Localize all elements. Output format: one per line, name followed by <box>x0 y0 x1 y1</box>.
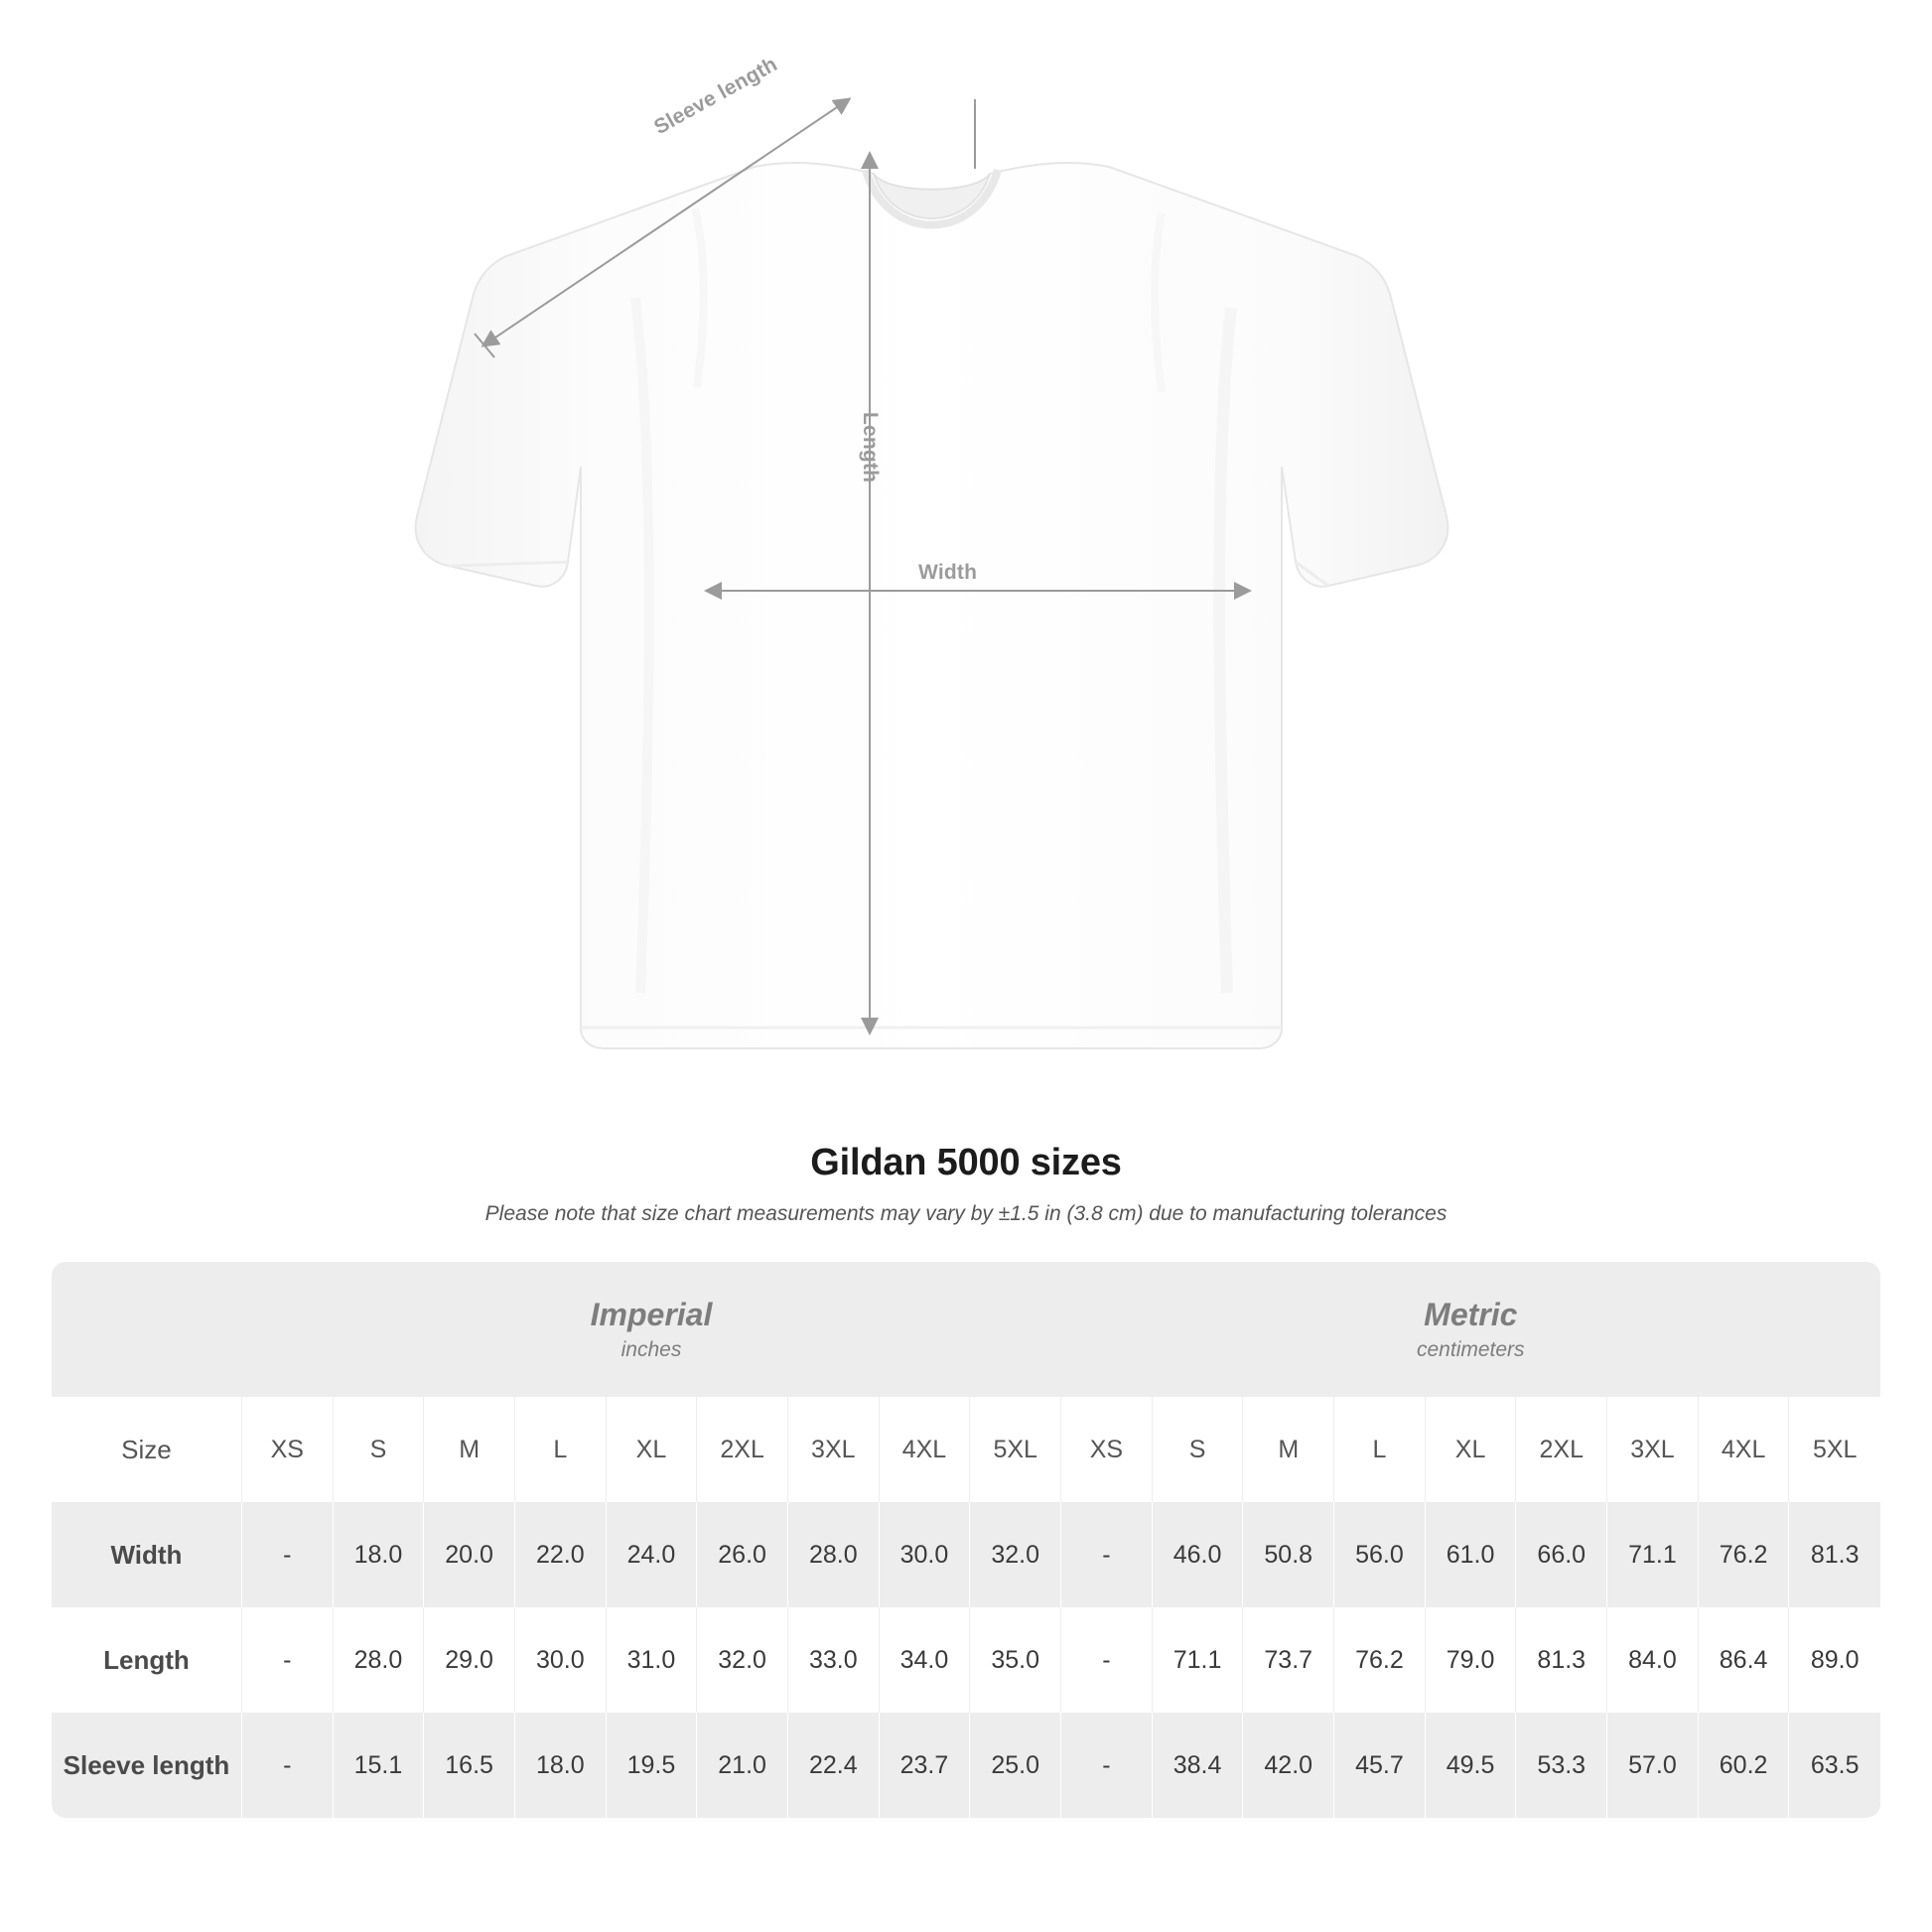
cell-length-imperial-s: 28.0 <box>333 1607 424 1713</box>
cell-width-imperial-3xl: 28.0 <box>787 1502 879 1607</box>
cell-length-metric-m: 73.7 <box>1243 1607 1334 1713</box>
table-row <box>52 1713 1880 1818</box>
cell-length-metric-xs: - <box>1061 1607 1153 1713</box>
cell-sleeve-metric-xl: 49.5 <box>1425 1713 1516 1818</box>
size-chart-table-wrapper <box>52 1262 1880 1818</box>
cell-length-imperial-xl: 31.0 <box>606 1607 697 1713</box>
cell-sleeve-imperial-xl: 19.5 <box>606 1713 697 1818</box>
cell-length-imperial-3xl: 33.0 <box>787 1607 879 1713</box>
cell-sleeve-imperial-4xl: 23.7 <box>879 1713 970 1818</box>
cell-length-imperial-5xl: 35.0 <box>970 1607 1061 1713</box>
cell-width-metric-l: 56.0 <box>1334 1502 1426 1607</box>
cell-sleeve-metric-l: 45.7 <box>1334 1713 1426 1818</box>
cell-width-metric-m: 50.8 <box>1243 1502 1334 1607</box>
size-header-imperial-2xl: 2XL <box>697 1397 788 1502</box>
unit-header-imperial <box>241 1262 1060 1397</box>
row-label-sleeve-length: Sleeve length <box>52 1713 241 1818</box>
cell-length-metric-2xl: 81.3 <box>1516 1607 1607 1713</box>
table-row <box>52 1502 1880 1607</box>
cell-length-metric-s: 71.1 <box>1152 1607 1243 1713</box>
size-header-imperial-l: L <box>514 1397 606 1502</box>
unit-header-row <box>52 1262 1880 1397</box>
size-header-imperial-5xl: 5XL <box>970 1397 1061 1502</box>
size-header-metric-3xl: 3XL <box>1607 1397 1699 1502</box>
cell-width-metric-4xl: 76.2 <box>1698 1502 1789 1607</box>
tolerance-note: Please note that size chart measurements may vary by ±1.5 in (3.8 cm) due to manufacturing tolerances <box>484 1202 1448 1225</box>
cell-length-metric-xl: 79.0 <box>1425 1607 1516 1713</box>
cell-width-imperial-5xl: 32.0 <box>970 1502 1061 1607</box>
size-chart-table <box>52 1262 1880 1818</box>
cell-width-metric-xs: - <box>1061 1502 1153 1607</box>
cell-sleeve-imperial-l: 18.0 <box>514 1713 606 1818</box>
size-header-metric-4xl: 4XL <box>1698 1397 1789 1502</box>
size-header-label: Size <box>52 1397 241 1502</box>
cell-width-imperial-xl: 24.0 <box>606 1502 697 1607</box>
cell-sleeve-metric-m: 42.0 <box>1243 1713 1334 1818</box>
cell-sleeve-imperial-5xl: 25.0 <box>970 1713 1061 1818</box>
cell-length-imperial-2xl: 32.0 <box>697 1607 788 1713</box>
cell-length-metric-4xl: 86.4 <box>1698 1607 1789 1713</box>
cell-sleeve-metric-3xl: 57.0 <box>1607 1713 1699 1818</box>
size-header-imperial-m: M <box>424 1397 515 1502</box>
cell-width-imperial-s: 18.0 <box>333 1502 424 1607</box>
row-label-width: Width <box>52 1502 241 1607</box>
size-header-imperial-xs: XS <box>241 1397 333 1502</box>
size-header-metric-l: L <box>1334 1397 1426 1502</box>
row-label-length: Length <box>52 1607 241 1713</box>
unit-name-metric: Metric <box>1424 1296 1518 1332</box>
cell-width-imperial-xs: - <box>241 1502 333 1607</box>
cell-sleeve-metric-xs: - <box>1061 1713 1153 1818</box>
size-header-metric-m: M <box>1243 1397 1334 1502</box>
cell-width-imperial-l: 22.0 <box>514 1502 606 1607</box>
cell-sleeve-imperial-s: 15.1 <box>333 1713 424 1818</box>
cell-sleeve-imperial-2xl: 21.0 <box>697 1713 788 1818</box>
cell-width-imperial-2xl: 26.0 <box>697 1502 788 1607</box>
cell-sleeve-metric-5xl: 63.5 <box>1789 1713 1880 1818</box>
tshirt-shape <box>416 163 1449 1048</box>
cell-sleeve-metric-2xl: 53.3 <box>1516 1713 1607 1818</box>
cell-sleeve-imperial-xs: - <box>241 1713 333 1818</box>
cell-sleeve-metric-4xl: 60.2 <box>1698 1713 1789 1818</box>
size-header-imperial-s: S <box>333 1397 424 1502</box>
cell-width-imperial-m: 20.0 <box>424 1502 515 1607</box>
unit-sub-metric: centimeters <box>1417 1338 1525 1362</box>
unit-header-metric <box>1061 1262 1880 1397</box>
cell-width-metric-3xl: 71.1 <box>1607 1502 1699 1607</box>
length-label: Length <box>859 412 882 483</box>
width-label: Width <box>918 561 978 584</box>
size-header-imperial-3xl: 3XL <box>787 1397 879 1502</box>
title-block <box>0 1142 1932 1226</box>
size-header-imperial-4xl: 4XL <box>879 1397 970 1502</box>
cell-sleeve-metric-s: 38.4 <box>1152 1713 1243 1818</box>
cell-sleeve-imperial-m: 16.5 <box>424 1713 515 1818</box>
size-header-metric-s: S <box>1152 1397 1243 1502</box>
unit-name-imperial: Imperial <box>590 1296 713 1332</box>
cell-sleeve-imperial-3xl: 22.4 <box>787 1713 879 1818</box>
unit-sub-imperial: inches <box>621 1338 682 1362</box>
sleeve-length-label: Sleeve length <box>650 53 781 140</box>
cell-width-metric-2xl: 66.0 <box>1516 1502 1607 1607</box>
cell-length-imperial-xs: - <box>241 1607 333 1713</box>
size-header-metric-5xl: 5XL <box>1789 1397 1880 1502</box>
unit-header-spacer <box>52 1262 241 1397</box>
cell-width-metric-xl: 61.0 <box>1425 1502 1516 1607</box>
cell-length-metric-l: 76.2 <box>1334 1607 1426 1713</box>
cell-length-imperial-4xl: 34.0 <box>879 1607 970 1713</box>
cell-width-metric-s: 46.0 <box>1152 1502 1243 1607</box>
size-header-metric-2xl: 2XL <box>1516 1397 1607 1502</box>
cell-length-imperial-m: 29.0 <box>424 1607 515 1713</box>
size-header-imperial-xl: XL <box>606 1397 697 1502</box>
cell-length-imperial-l: 30.0 <box>514 1607 606 1713</box>
table-row <box>52 1607 1880 1713</box>
cell-length-metric-3xl: 84.0 <box>1607 1607 1699 1713</box>
size-header-row <box>52 1397 1880 1502</box>
cell-width-imperial-4xl: 30.0 <box>879 1502 970 1607</box>
size-header-metric-xs: XS <box>1061 1397 1153 1502</box>
cell-width-metric-5xl: 81.3 <box>1789 1502 1880 1607</box>
cell-length-metric-5xl: 89.0 <box>1789 1607 1880 1713</box>
size-header-metric-xl: XL <box>1425 1397 1516 1502</box>
page-title: Gildan 5000 sizes <box>810 1142 1122 1183</box>
